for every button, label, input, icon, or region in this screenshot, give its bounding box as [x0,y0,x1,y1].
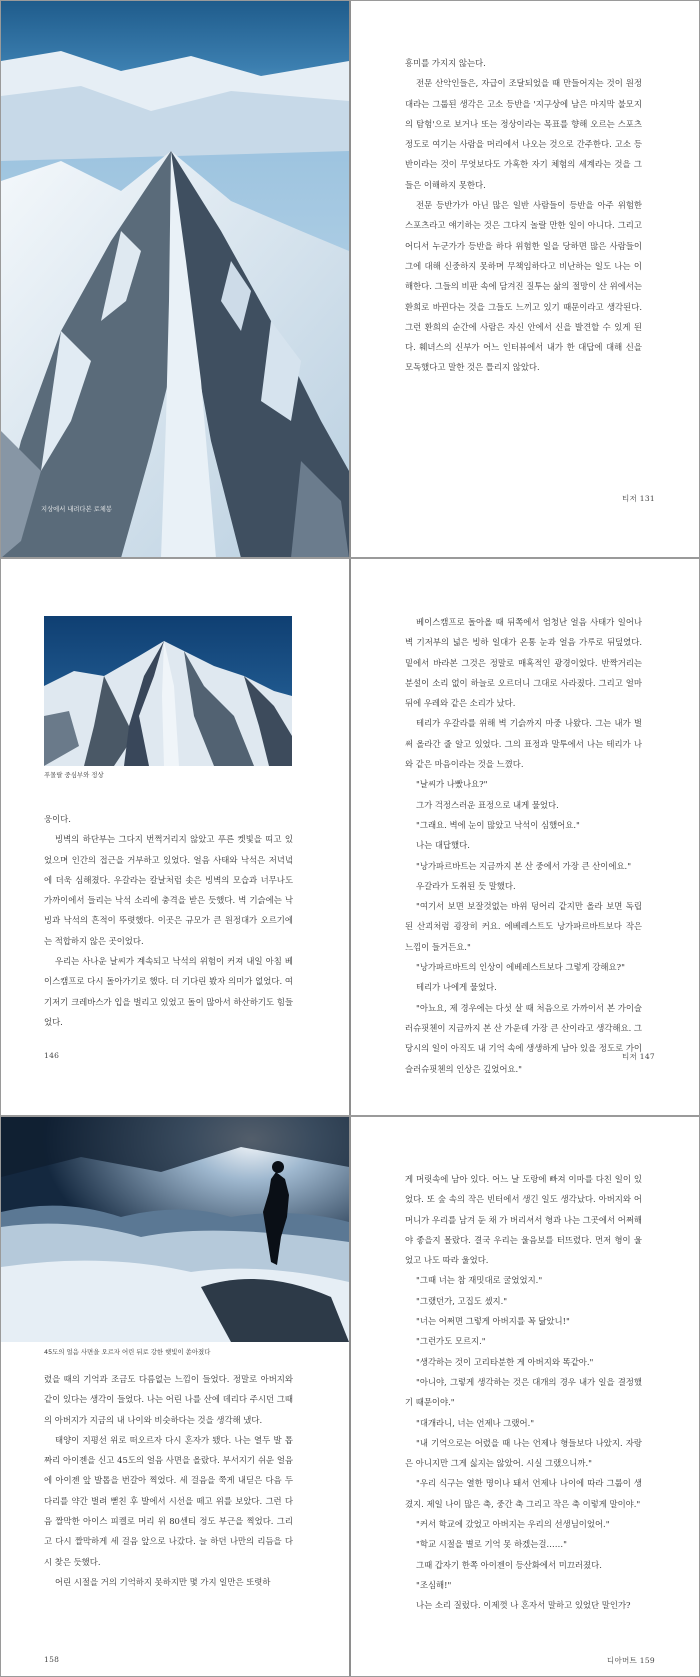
paragraph: 베이스캠프로 돌아올 때 뒤쪽에서 엄청난 얼음 사태가 일어나 벽 기저부의 넓은 빙하 일대가 온통 눈과 얼음 가루로 뒤덮였다. 밑에서 바라본 그것은 정말로 매혹적인 광경이었다. 반짝거리는 분설이 소리 없이 하늘로 오르더니 그대로 사라졌다. 그리고 얼마 뒤에 우레와 같은 소리가 났다. [405,617,642,709]
paragraph: 흥미를 가지지 않는다. [405,58,486,68]
paragraph: "내 기억으로는 어렸을 때 나는 언제나 형들보다 나았지. 자랑은 아니지만 그게 싫지는 않았어. 시실 그랬으니까." [405,1437,642,1469]
paragraph: 웅이다. [44,814,71,824]
page-number: 158 [44,1655,60,1664]
page-146 [0,559,349,1115]
page-left-photo [0,1,349,557]
page-number: 티저 147 [622,1052,655,1061]
page-number: 티저 131 [622,494,655,503]
paragraph: "아니야, 그렇게 생각하는 것은 대개의 경우 내가 일을 결정했기 때문이야." [405,1376,642,1408]
paragraph: 빙벽의 하단부는 그다지 번쩍거리지 않았고 푸른 켓빛을 띠고 있었으며 인간의 접근을 거부하고 있었다. 얼음 사태와 낙석은 저녁녘에 더욱 심해졌다. 우갈라는 칼날처럼 솟은 빙벽의 모습과 너무나도 가까이에서 들리는 낙석 소리에 충격을 받은 듯했다. 벽 기슭에는 낙빙과 낙석의 흔적이 뚜렷했다. 이곳은 규모가 큰 원정대가 오르기에는 적합하지 않은 곳이었다. [44,834,293,946]
paragraph: 우리는 사나운 날씨가 계속되고 낙석의 위험이 커져 내일 아침 베이스캠프로 다시 돌아가기로 했다. 더 기다린 봤자 의미가 없었다. 여기저기 크레바스가 입을 벌리고 있었고 돌이 많아서 하산하기도 힘들었다. [44,956,293,1027]
paragraph: 게 머릿속에 남아 있다. 어느 날 도랑에 빠져 이마를 다친 일이 있었다. 또 숲 속의 작은 빈터에서 생긴 일도 생각났다. 아버지와 어머니가 우리를 남겨 둔 채 가 버리셔서 형과 나는 그곳에서 어쩌해야 좋을지 몰랐다. 결국 우리는 울음보를 터뜨렸다. 먼저 형이 울었고 나도 따라 울었다. [405,1174,642,1266]
page-158 [0,1117,349,1676]
paragraph: 테리가 나에게 물었다. [416,982,497,993]
paragraph: 전문 등반가가 아닌 많은 일반 사람들이 등반을 아주 위험한 스포츠라고 얘기하는 것은 그다지 놀랄 만한 일이 아니다. 그리고 어디서 누군가가 등반을 하다 위험한 일을 당하면 많은 사람들이 그에 대해 신중하지 못하며 무책임하다고 비난하는 일도 나는 이해한다. 그들의 비판 속에 담겨진 질투는 삶의 절망이 산 위에서는 환희로 바뀐다는 것을 그들도 느끼고 있기 때문이라고 생각된다. 그런 환희의 순간에 사람은 자신 안에서 신을 발견할 수 있게 된다. 훼녀스의 신부가 어느 인터뷰에서 내가 한 대답에 대해 신을 모독했다고 말한 것은 틀리지 않았다. [405,200,642,373]
book-spread-2 [0,558,700,1116]
paragraph: "너는 어쩌면 그렇게 아버지를 꼭 닮았니!" [416,1316,570,1327]
body-text [405,53,642,378]
paragraph: "생각하는 것이 고리타분한 게 아버지와 똑같아." [416,1356,594,1367]
paragraph: "그랬던가, 고집도 셌지." [416,1295,508,1306]
mountain-photo-lhotse [1,1,349,557]
photo-caption: 지상에서 내려다본 로체봉 [41,506,112,513]
book-spread-1 [0,0,700,558]
paragraph: 어린 시절을 거의 기억하지 못하지만 몇 가지 일만은 또렷하 [55,1576,271,1587]
paragraph: 테리가 우갈라를 위해 벽 기슭까지 마중 나왔다. 그는 내가 벌써 올라간 줄 알고 있었다. 그의 표정과 말투에서 나는 테리가 나와 같은 마음이라는 것을 느꼈다. [405,718,642,770]
paragraph: "커서 학교에 갔었고 아버지는 우리의 선생님이었어." [416,1519,610,1530]
paragraph: "낭가파르바트는 지금까지 본 산 중에서 가장 큰 산이에요." [416,860,632,871]
photo-caption: 45도의 얼음 사면을 오르자 어린 뒤로 강한 햇빛이 쏟아졌다 [44,1348,211,1356]
paragraph: 그가 걱정스러운 표정으로 내게 물었다. [416,799,559,810]
book-spread-3 [0,1116,700,1677]
paragraph: "학교 시절을 별로 기억 못 하겠는걸……" [416,1539,568,1550]
paragraph: "우리 식구는 열한 명이나 돼서 언제나 나이에 따라 그룹이 생겼지. 제일 나이 많은 축, 중간 축 그리고 작은 축 이렇게 말이야." [405,1478,642,1509]
photo-caption: 푸몰랄 중심부와 정상 [44,771,104,779]
mountain-photo-summit [44,616,292,766]
page-number: 디아머트 159 [606,1656,655,1665]
climber-photo [1,1117,349,1342]
paragraph: 태양이 지평선 위로 떠오르자 다시 혼자가 됐다. 나는 열두 발 톱짜리 아이젠을 신고 45도의 얼음 사면을 올랐다. 부서지기 쉬운 얼음에 아이젠 앞 발톱을 번갈아 찍었다. 세 걸음을 쭉게 내딛은 다음 두 다리를 약간 벌려 뻗친 후 발에서 시선을 떼고 위를 보았다. 그런 다음 짤막한 아이스 피켈로 머리 위 80센티 정도 부근을 찍었다. 그리고 다시 짤막하게 세 걸음 앞으로 나갔다. 늘 하던 나만의 리듬을 다시 찾은 듯했다. [44,1434,293,1567]
paragraph: "그래요. 벽에 눈이 많았고 낙석이 심했어요." [416,819,580,830]
paragraph: "낭가파르바트의 인상이 에베레스트보다 그렇게 강해요?" [416,962,625,973]
paragraph: "대개라니, 너는 언제나 그랬어." [416,1417,535,1428]
paragraph: "날씨가 나빴나요?" [416,779,488,790]
paragraph: 렸을 때의 기억과 조금도 다름없는 느낌이 들었다. 정말로 아버지와 같이 있다는 생각이 들었다. 나는 어린 나를 산에 데리다 주시던 그때의 아버지가 지금의 내 나이와 비슷하다는 것을 생각해 냈다. [44,1374,293,1425]
page-147 [351,559,700,1115]
body-text [44,809,293,1032]
paragraph: "그때 너는 참 재밋대로 굴었었지." [416,1275,543,1286]
paragraph: 전문 산악인들은, 자급이 조달되었을 때 만들어지는 것이 원정대라는 그룹된 생각은 고소 등반을 '지구상에 남은 마지막 불모지의 탐험'으로 보거나 또는 정상이라는 목표를 향해 오르는 스포츠 정도로 여기는 사람을 머리에서 나오는 것으로 간주한다. 고소 등반이라는 것이 무엇보다도 가혹한 자기 체험의 세계라는 것을 그들은 이해하지 못한다. [405,78,642,190]
page-number: 146 [44,1051,60,1060]
body-text [405,1169,642,1616]
body-text [44,1369,293,1592]
paragraph: 나는 대답했다. [416,840,470,851]
paragraph: 그때 갑자기 한쪽 아이젠이 등산화에서 미끄러졌다. [416,1559,602,1570]
paragraph: "조심해!" [416,1579,452,1590]
paragraph: 우갈라가 도취된 듯 말했다. [416,880,516,891]
paragraph: "그런가도 모르지." [416,1336,486,1347]
page-159 [351,1117,700,1676]
paragraph: "아뇨요, 제 경우에는 다섯 살 때 처음으로 가까이서 본 가이슬러슈핏첸이 지금까지 본 산 가운데 가장 큰 산이라고 생각해요. 그 당시의 일이 아직도 내 기억 속에 생생하게 남아 있을 정도로 가이슬러슈핏첸의 인상은 깊었어요." [405,1002,642,1074]
paragraph: "여기서 보면 보잘것없는 바위 덩어리 같지만 올라 보면 독립된 산괴처럼 굉장히 커요. 에베레스트도 낭가파르바트보다 작은 느낌이 들거든요." [405,901,642,952]
body-text [405,612,642,1079]
page-131 [351,1,700,557]
paragraph: 나는 소리 질렀다. 이제껏 나 혼자서 말하고 있었단 말인가? [416,1600,631,1611]
